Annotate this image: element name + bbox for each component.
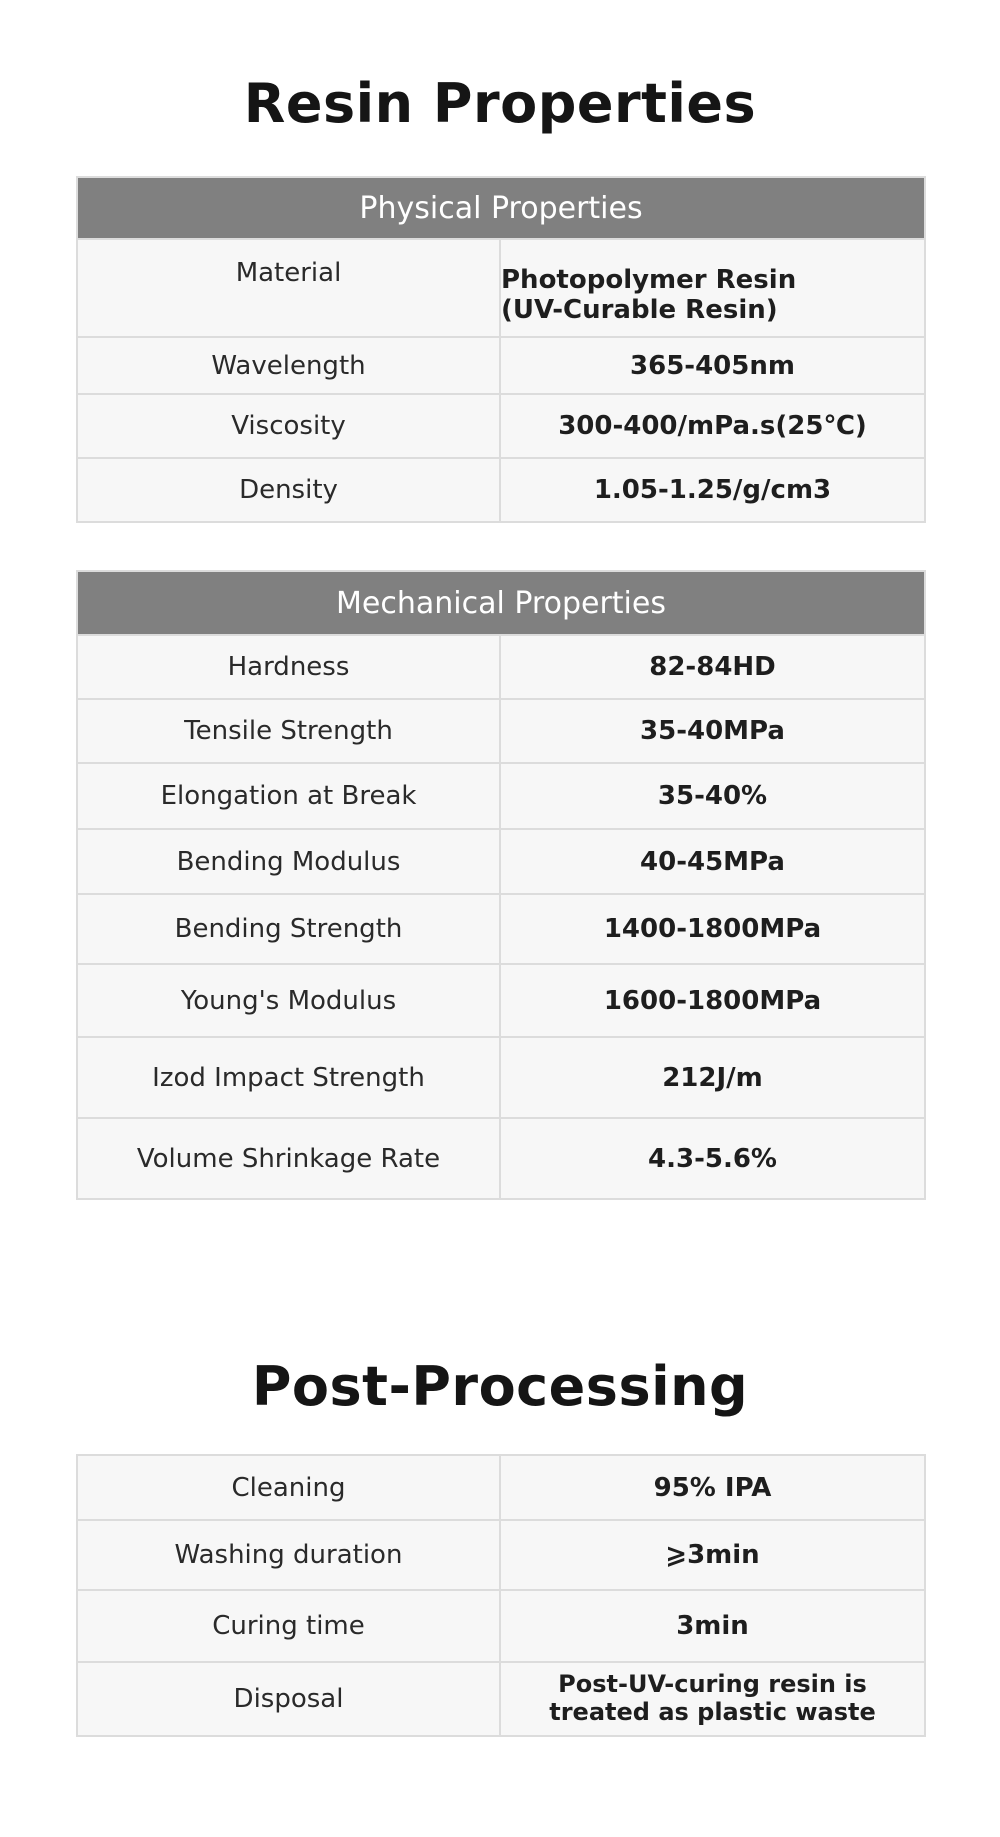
row-label: Wavelength <box>78 338 501 393</box>
row-value: 40-45MPa <box>640 846 785 877</box>
post-processing-table <box>76 1454 926 1737</box>
row-label: Volume Shrinkage Rate <box>78 1119 501 1198</box>
row-value: 35-40% <box>657 781 768 811</box>
table-row <box>78 828 924 893</box>
row-label: Cleaning <box>78 1456 501 1519</box>
row-label: Young's Modulus <box>78 965 501 1036</box>
row-label: Material <box>78 240 501 336</box>
row-value: 82-84HD <box>649 652 776 682</box>
table-row <box>78 1036 924 1117</box>
page-title-resin-properties: Resin Properties <box>243 72 757 135</box>
page-title-post-processing: Post-Processing <box>251 1355 749 1418</box>
table-row <box>78 1456 924 1519</box>
table-row <box>78 634 924 698</box>
row-label: Elongation at Break <box>78 764 501 828</box>
table-row <box>78 762 924 828</box>
table-row <box>78 238 924 336</box>
row-value <box>501 240 924 336</box>
mechanical-properties-table <box>76 570 926 1200</box>
row-label: Viscosity <box>78 395 501 457</box>
row-value: 3min <box>676 1611 749 1641</box>
row-label: Bending Modulus <box>78 830 501 893</box>
row-label: Tensile Strength <box>78 700 501 762</box>
row-value: 4.3-5.6% <box>648 1143 777 1174</box>
value-line: Post-UV-curing resin is <box>558 1670 867 1699</box>
row-value: 35-40MPa <box>640 716 785 746</box>
row-value: ⩾3min <box>665 1540 760 1570</box>
row-value: 300-400/mPa.s(25℃) <box>558 411 867 441</box>
table-row <box>78 393 924 457</box>
table-row <box>78 963 924 1036</box>
table-row <box>78 1519 924 1589</box>
table-row <box>78 893 924 963</box>
row-value: 1400-1800MPa <box>603 914 822 944</box>
row-value: 1.05-1.25/g/cm3 <box>593 475 832 505</box>
value-line: (UV-Curable Resin) <box>501 295 778 325</box>
row-label: Hardness <box>78 636 501 698</box>
row-value: 212J/m <box>662 1062 763 1093</box>
table-row <box>78 698 924 762</box>
value-line: treated as plastic waste <box>549 1698 876 1726</box>
table-row <box>78 1589 924 1661</box>
row-value <box>501 1663 924 1735</box>
row-label: Izod Impact Strength <box>78 1038 501 1117</box>
physical-properties-table <box>76 176 926 523</box>
row-label: Disposal <box>78 1663 501 1735</box>
table-row <box>78 457 924 521</box>
value-line: Photopolymer Resin <box>501 265 797 296</box>
table-row <box>78 1661 924 1735</box>
row-value: 95% IPA <box>653 1472 772 1503</box>
table-header: Mechanical Properties <box>78 572 924 634</box>
row-label: Bending Strength <box>78 895 501 963</box>
table-header: Physical Properties <box>78 178 924 238</box>
row-value: 1600-1800MPa <box>603 985 822 1016</box>
table-row <box>78 1117 924 1198</box>
row-value: 365-405nm <box>630 350 795 381</box>
row-label: Density <box>78 459 501 521</box>
row-label: Curing time <box>78 1591 501 1661</box>
table-row <box>78 336 924 393</box>
row-label: Washing duration <box>78 1521 501 1589</box>
